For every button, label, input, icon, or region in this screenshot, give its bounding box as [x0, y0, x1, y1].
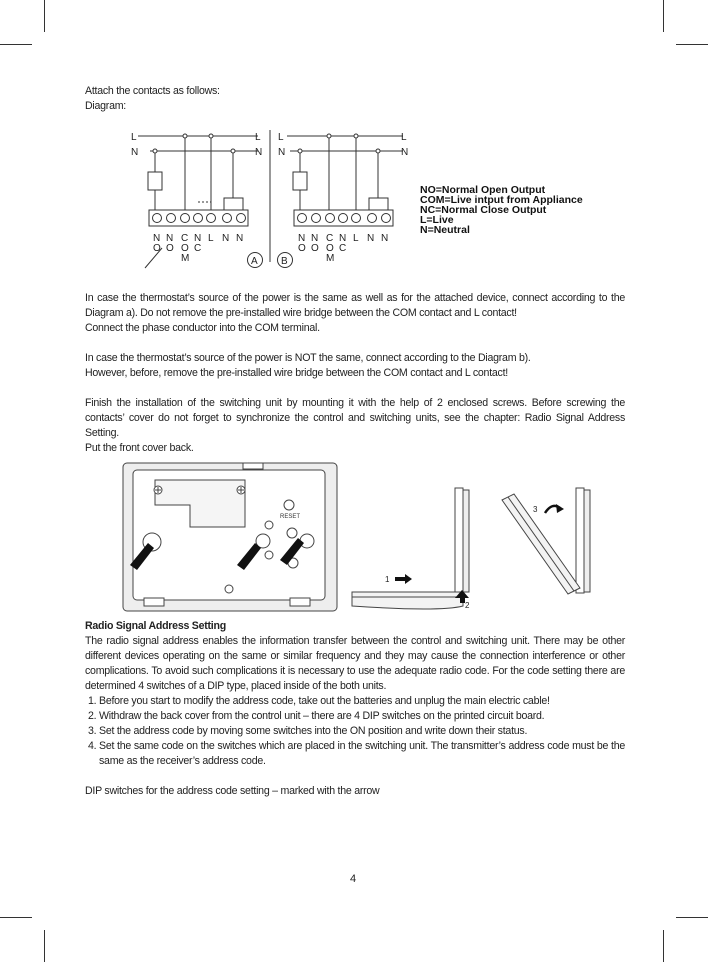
installation-illustration [0, 458, 708, 618]
legend-item: NO=Normal Open Output [420, 184, 546, 196]
terminal-label: C [326, 233, 334, 244]
crop-mark [0, 44, 32, 45]
terminal-label: O [166, 243, 174, 254]
list-item: 3. Set the address code by moving some switches into the ON position and write down their status. [99, 724, 625, 739]
legend-item: L=Live [420, 214, 454, 226]
label-n-a2: N [255, 147, 263, 158]
paragraph-line: However, before, remove the pre-installed wire bridge between the COM contact and L contact! [85, 367, 508, 379]
terminal-label: O [326, 243, 334, 254]
terminal-label: O [311, 243, 319, 254]
paragraph-finish [85, 396, 625, 456]
terminal-label: C [339, 243, 347, 254]
paragraph-line: In case the thermostat’s source of the power is NOT the same, connect according to the Diagram b). [85, 352, 531, 364]
step-3-label: 3 [533, 505, 538, 514]
crop-mark [676, 917, 708, 918]
step-2-label: 2 [465, 601, 470, 610]
label-n-b2: N [401, 147, 409, 158]
terminal-label: M [181, 253, 190, 264]
terminal-label: N [153, 233, 161, 244]
step-1-label: 1 [385, 575, 390, 584]
label-l-a1: L [131, 132, 137, 143]
list-item: 4. Set the same code on the switches which are placed in the switching unit. The transmitter’s address code must be the same as the receiver’s address code. [99, 739, 625, 769]
label-l-a2: L [255, 132, 261, 143]
radio-body: The radio signal address enables the information transfer between the control and switching unit. There may be other different devices operating on the same or similar frequency and they may cause the connection interference or other complications. To avoid such complications it is necessary to use the adequate radio code. For the code setting there are determined 4 switches of a DIP type, placed inside of the both units. [85, 635, 625, 692]
paragraph-line: Put the front cover back. [85, 442, 194, 454]
legend-item: N=Neutral [420, 224, 470, 236]
terminal-label: O [298, 243, 306, 254]
terminal-label: M [326, 253, 335, 264]
terminal-label: N [194, 233, 202, 244]
terminal-label: N [381, 233, 389, 244]
section-heading: Radio Signal Address Setting [85, 620, 226, 632]
label-l-b1: L [278, 132, 284, 143]
page-number: 4 [350, 873, 357, 885]
intro-line: Attach the contacts as follows: [85, 85, 220, 97]
terminal-label: O [181, 243, 189, 254]
terminal-label: O [153, 243, 161, 254]
diagram-a-label: A [251, 256, 258, 267]
diagram-label: Diagram: [85, 100, 126, 112]
paragraph-line: Connect the phase conductor into the COM terminal. [85, 322, 320, 334]
crop-mark [663, 0, 664, 32]
label-n-b1: N [278, 147, 286, 158]
terminal-label: N [311, 233, 319, 244]
paragraph-different-source [85, 351, 625, 381]
paragraph-same-source [85, 291, 625, 336]
terminal-label: N [367, 233, 375, 244]
wiring-diagram [0, 125, 708, 275]
terminal-label: N [166, 233, 174, 244]
terminal-label: C [194, 243, 202, 254]
legend-item: COM=Live intput from Appliance [420, 194, 583, 206]
terminal-label: N [298, 233, 306, 244]
crop-mark [676, 44, 708, 45]
terminal-label: N [236, 233, 244, 244]
crop-mark [663, 930, 664, 962]
intro-text [85, 84, 625, 114]
reset-label: RESET [280, 514, 301, 520]
diagram-b-label: B [281, 256, 288, 267]
label-n-a1: N [131, 147, 139, 158]
paragraph-line: In case the thermostat’s source of the power is the same as well as for the attached device, connect according to the Diagram a). Do not remove the pre-installed wire bridge between the COM contact and L contact! [85, 292, 625, 319]
terminal-label: N [339, 233, 347, 244]
radio-steps [85, 694, 625, 769]
list-item: 1. Before you start to modify the address code, take out the batteries and unplug the main electric cable! [99, 694, 625, 709]
crop-mark [44, 930, 45, 962]
radio-section [85, 619, 625, 799]
terminal-label: L [208, 233, 214, 244]
dip-note: DIP switches for the address code setting – marked with the arrow [85, 785, 380, 797]
crop-mark [0, 917, 32, 918]
terminal-label: C [181, 233, 189, 244]
legend-item: NC=Normal Close Output [420, 204, 547, 216]
terminal-label: L [353, 233, 359, 244]
paragraph-line: Finish the installation of the switching unit by mounting it with the help of 2 enclosed screws. Before screwing the contacts’ cover do not forget to synchronize the control and switching units, see the chapter: Radio Signal Address Setting. [85, 397, 625, 439]
label-l-b2: L [401, 132, 407, 143]
list-item: 2. Withdraw the back cover from the control unit – there are 4 DIP switches on the printed circuit board. [99, 709, 625, 724]
crop-mark [44, 0, 45, 32]
terminal-label: N [222, 233, 230, 244]
